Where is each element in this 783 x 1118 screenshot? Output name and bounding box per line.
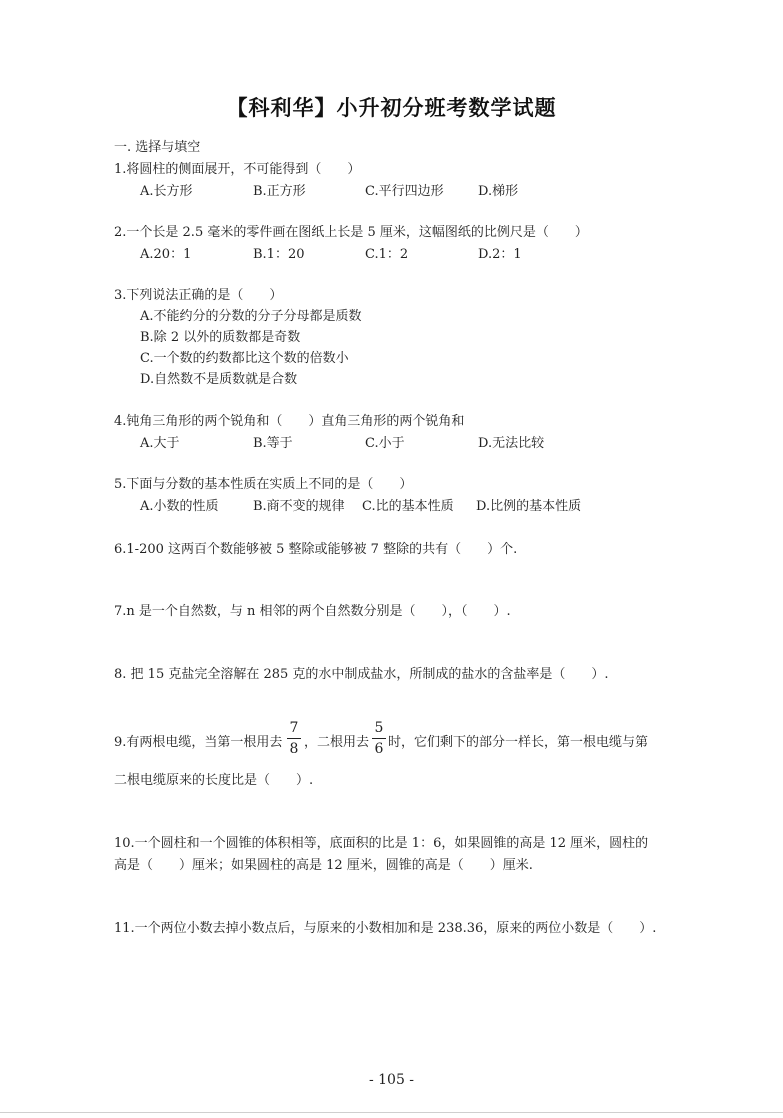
question-1: 1.将圆柱的侧面展开，不可能得到（ ） bbox=[114, 162, 361, 177]
q3-option-a: A.不能约分的分数的分子分母都是质数 bbox=[140, 309, 362, 324]
question-9-part2: ，二根用去 bbox=[304, 735, 370, 750]
section-heading: 一. 选择与填空 bbox=[114, 140, 201, 155]
q3-option-c: C.一个数的约数都比这个数的倍数小 bbox=[140, 351, 349, 366]
question-5: 5.下面与分数的基本性质在实质上不同的是（ ） bbox=[114, 477, 413, 492]
q5-option-d: D.比例的基本性质 bbox=[476, 499, 582, 514]
q4-option-b: B.等于 bbox=[253, 436, 293, 451]
q1-option-a: A.长方形 bbox=[140, 184, 193, 199]
q3-option-d: D.自然数不是质数就是合数 bbox=[140, 372, 298, 387]
q2-option-a: A.20：1 bbox=[140, 247, 192, 262]
question-9-part1: 9.有两根电缆，当第一根用去 bbox=[114, 735, 283, 750]
question-11: 11.一个两位小数去掉小数点后，与原来的小数相加和是 238.36，原来的两位小数是（ ）. bbox=[114, 921, 657, 936]
q1-option-b: B.正方形 bbox=[253, 184, 306, 199]
q4-option-d: D.无法比较 bbox=[478, 436, 545, 451]
q3-option-b: B.除 2 以外的质数都是奇数 bbox=[140, 330, 301, 345]
page-number: - 105 - bbox=[368, 1072, 415, 1088]
question-9-line2: 二根电缆原来的长度比是（ ）. bbox=[114, 773, 314, 788]
page-bottom-divider bbox=[0, 1112, 783, 1113]
question-8: 8. 把 15 克盐完全溶解在 285 克的水中制成盐水，所制成的盐水的含盐率是（ ）. bbox=[114, 667, 609, 682]
fraction-bar bbox=[372, 738, 386, 739]
question-6: 6.1-200 这两百个数能够被 5 整除或能够被 7 整除的共有（ ）个. bbox=[114, 542, 518, 557]
fraction-7-8 bbox=[287, 719, 301, 758]
fraction-denominator: 8 bbox=[289, 741, 299, 757]
question-2: 2.一个长是 2.5 毫米的零件画在图纸上长是 5 厘米，这幅图纸的比例尺是（ ） bbox=[114, 225, 588, 240]
question-7: 7.n 是一个自然数，与 n 相邻的两个自然数分别是（ ），（ ）. bbox=[114, 604, 511, 619]
q5-option-a: A.小数的性质 bbox=[140, 499, 219, 514]
question-10-line1: 10.一个圆柱和一个圆锥的体积相等，底面积的比是 1：6，如果圆锥的高是 12 厘米，圆柱的 bbox=[114, 836, 649, 851]
q4-option-c: C.小于 bbox=[365, 436, 405, 451]
fraction-numerator: 7 bbox=[289, 720, 299, 736]
q1-option-c: C.平行四边形 bbox=[365, 184, 444, 199]
q1-option-d: D.梯形 bbox=[478, 184, 519, 199]
fraction-denominator: 6 bbox=[374, 741, 384, 757]
q5-option-c: C.比的基本性质 bbox=[362, 499, 454, 514]
q2-option-b: B.1：20 bbox=[253, 247, 305, 262]
fraction-bar bbox=[287, 738, 301, 739]
question-9-part3: 时，它们剩下的部分一样长，第一根电缆与第 bbox=[388, 735, 649, 750]
q4-option-a: A.大于 bbox=[140, 436, 180, 451]
fraction-numerator: 5 bbox=[374, 720, 384, 736]
question-4: 4.钝角三角形的两个锐角和（ ）直角三角形的两个锐角和 bbox=[114, 414, 465, 429]
question-3: 3.下列说法正确的是（ ） bbox=[114, 288, 283, 303]
q2-option-c: C.1：2 bbox=[365, 247, 409, 262]
question-10-line2: 高是（ ）厘米；如果圆柱的高是 12 厘米，圆锥的高是（ ）厘米. bbox=[114, 858, 533, 873]
q2-option-d: D.2：1 bbox=[478, 247, 522, 262]
q5-option-b: B.商不变的规律 bbox=[253, 499, 345, 514]
fraction-5-6 bbox=[372, 719, 386, 758]
page-title: 【科利华】小升初分班考数学试题 bbox=[226, 96, 557, 120]
